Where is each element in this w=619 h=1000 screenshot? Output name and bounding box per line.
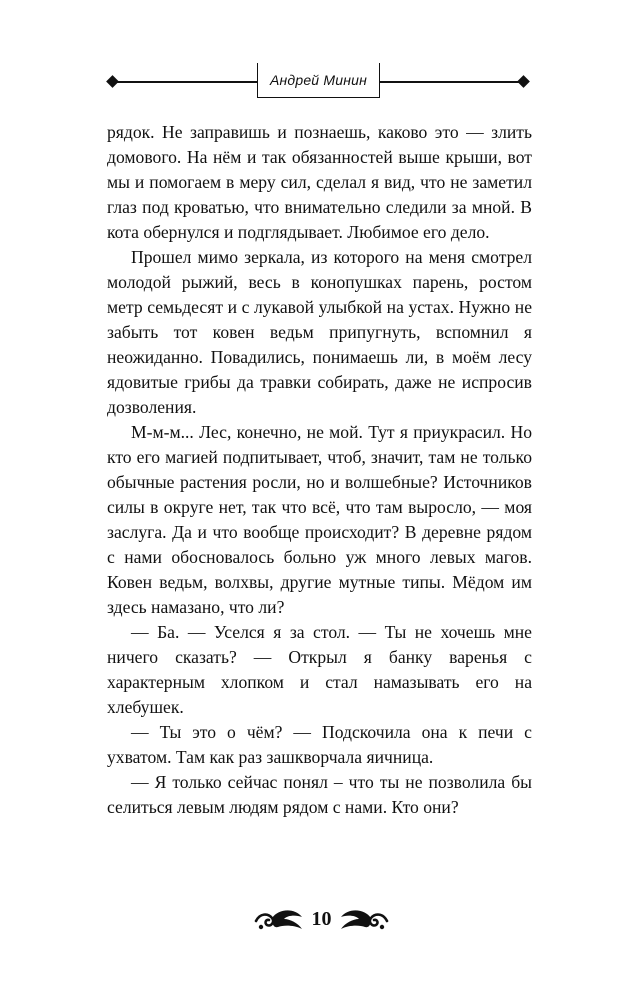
page-body	[107, 120, 532, 820]
paragraph: — Ты это о чём? — Подскочила она к печи с ухватом. Там как раз зашкворчала яичница.	[107, 722, 532, 767]
paragraph: М-м-м... Лес, конечно, не мой. Тут я приукрасил. Но кто его магией подпитывает, чтоб, значит, там не только обычные растения росли, но и волшебные? Источников силы в округе нет, так что всё, что там выросло, — моя заслуга. Да и что вообще происходит? В деревне рядом с нами обосновалось больно уж много левых магов. Ковен ведьм, волхвы, другие мутные типы. Мёдом им здесь намазано, что ли?	[107, 422, 532, 617]
page-footer	[254, 903, 389, 937]
paragraph: рядок. Не заправишь и познаешь, каково это — злить домового. На нём и так обязанностей выше крыши, вот мы и помогаем в меру сил, сделал я вид, что не заметил глаз под кроватью, что внимательно следили за мной. В кота обернулся и подглядывает. Любимое его дело.	[107, 122, 532, 242]
header-rule-right	[380, 81, 522, 83]
header-title-box	[257, 63, 380, 98]
paragraph: — Я только сейчас понял – что ты не позволила бы селиться левым людям рядом с нами. Кто они?	[107, 772, 532, 817]
running-title: Андрей Минин	[269, 72, 368, 88]
page-number: 10	[311, 908, 332, 930]
running-header	[106, 63, 530, 99]
paragraph: Прошел мимо зеркала, из которого на меня смотрел молодой рыжий, весь в конопушках парень, ростом метр семьдесят и с лукавой улыбкой на устах. Нужно не забыть тот ковен ведьм припугнуть, вспомнил я неожиданно. Повадились, понимаешь ли, в моём лесу ядовитые грибы да травки собирать, даже не испросив дозволения.	[107, 247, 532, 417]
paragraph: — Ба. — Уселся я за стол. — Ты не хочешь мне ничего сказать? — Открыл я банку варенья с характерным хлопком и стал намазывать его на хлебушек.	[107, 622, 532, 717]
header-rule-left	[114, 81, 257, 83]
flourish-ornament-icon	[339, 905, 389, 933]
diamond-icon	[517, 75, 530, 88]
flourish-ornament-icon	[254, 905, 304, 933]
